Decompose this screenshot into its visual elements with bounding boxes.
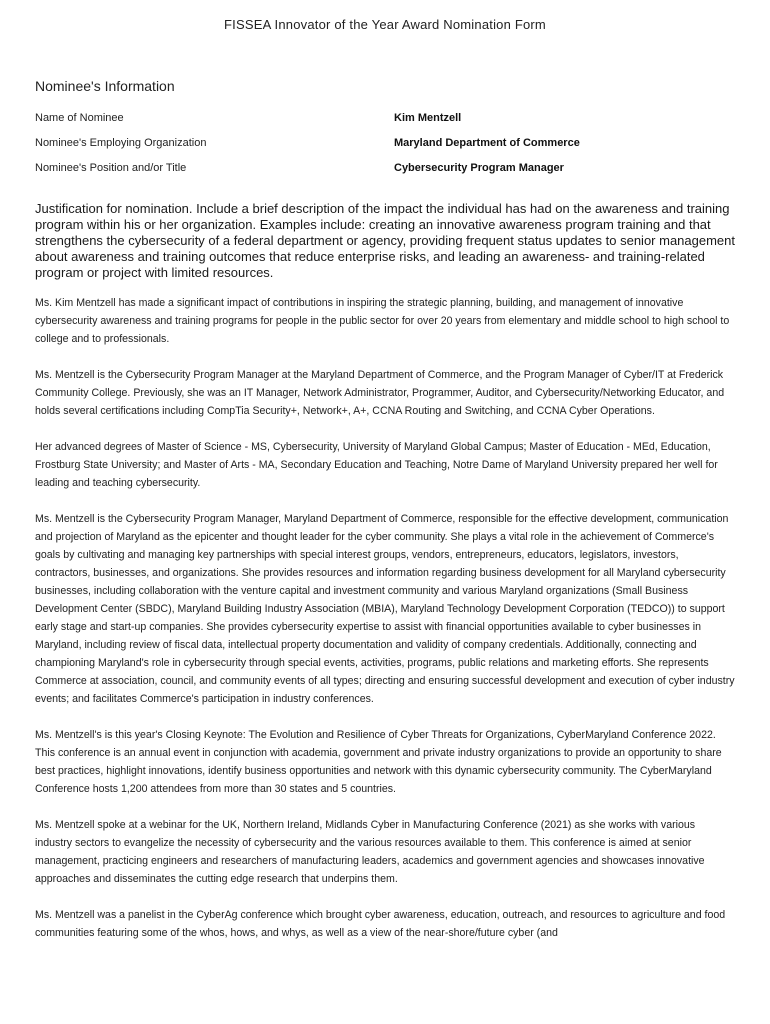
paragraph: Ms. Mentzell is the Cybersecurity Program Manager at the Maryland Department of Commerce, and the Program Manager of Cyber/IT at Frederick Community College. Previously, she was an IT Manager, Network Administrator, Programmer, Auditor, and Cybersecurity/Networking Educator, and holds several certifications including CompTia Security+, Network+, A+, CCNA Routing and Switching, and CCNA Cyber Operations. <box>35 369 725 417</box>
paragraph: Ms. Kim Mentzell has made a significant impact of contributions in inspiring the strategic planning, building, and management of innovative cybersecurity awareness and training programs for people in the public sector for over 20 years from elementary and middle school to high school to college and to professionals. <box>35 297 730 345</box>
field-label: Name of Nominee <box>35 112 124 124</box>
field-value: Maryland Department of Commerce <box>394 137 580 149</box>
field-label: Nominee's Employing Organization <box>35 137 207 149</box>
paragraph: Ms. Mentzell spoke at a webinar for the UK, Northern Ireland, Midlands Cyber in Manufacturing Conference (2021) as she works with various industry sectors to evangelize the necessity of cybersecurity and the various resources available to them. This conference is aimed at senior management, practicing engineers and researchers of manufacturing leaders, academics and government agencies and showcases innovative approaches and disseminates the cutting edge research that underpins them. <box>35 819 705 885</box>
field-value: Cybersecurity Program Manager <box>394 162 564 174</box>
field-label: Nominee's Position and/or Title <box>35 162 187 174</box>
paragraph: Ms. Mentzell's is this year's Closing Keynote: The Evolution and Resilience of Cyber Threats for Organizations, CyberMaryland Conference 2022. This conference is an annual event in conjunction with academia, government and private industry organizations to provide an opportunity to share best practices, highlight innovations, identify business opportunities and network with this dynamic cybersecurity community. The CyberMaryland Conference hosts 1,200 attendees from more than 30 states and 5 countries. <box>35 729 722 795</box>
paragraph: Ms. Mentzell was a panelist in the CyberAg conference which brought cyber awareness, education, outreach, and resources to agriculture and food communities featuring some of the whos, hows, and whys, as well as a view of the near-shore/future cyber (and <box>35 909 726 939</box>
nominee-section-heading: Nominee's Information <box>35 78 175 94</box>
field-value: Kim Mentzell <box>394 112 462 124</box>
field-row-nominee-name <box>35 112 735 128</box>
justification-body <box>35 294 735 960</box>
paragraph: Ms. Mentzell is the Cybersecurity Program Manager, Maryland Department of Commerce, responsible for the effective development, communication and projection of Maryland as the epicenter and thought leader for the cyber community. She plays a vital role in the achievement of Commerce's goals by cultivating and managing key partnerships with special interest groups, vendors, entrepreneurs, educators, legislators, investors, contractors, businesses, and organizations. She provides resources and information regarding business development for all Maryland cybersecurity businesses, including collaboration with the venture capital and investment community and various Maryland organizations (Small Business Development Center (SBDC), Maryland Building Industry Association (MBIA), Maryland Technology Development Corporation (TEDCO)) to support early stage and start-up companies. She provides cybersecurity expertise to assist with financial opportunities available to cyber businesses in Maryland, including review of fiscal data, intellectual property documentation and validity of company credentials. Additionally, connecting and championing Maryland's role in cybersecurity through special events, activities, programs, public relations and marketing efforts. She represents Commerce at association, council, and community events of all types; directing and ensuring successful development and execution of cyber industry events; and facilitates Commerce's participation in industry conferences. <box>35 513 735 705</box>
field-row-employing-organization <box>35 137 735 153</box>
paragraph: Her advanced degrees of Master of Science - MS, Cybersecurity, University of Maryland Global Campus; Master of Education - MEd, Education, Frostburg State University; and Master of Arts - MA, Secondary Education and Teaching, Notre Dame of Maryland University prepared her well for leading and teaching cybersecurity. <box>35 441 718 489</box>
justification-heading: Justification for nomination. Include a brief description of the impact the individual has had on the awareness and training program within his or her organization. Examples include: creating an innovative awareness program training and that strengthens the cybersecurity of a federal department or agency, providing frequent status updates to senior management about awareness and training outcomes that reduce enterprise risks, and leading an awareness- and training-related program or project with limited resources. <box>35 201 736 280</box>
field-row-position-title <box>35 162 735 178</box>
page-title: FISSEA Innovator of the Year Award Nomination Form <box>224 17 546 32</box>
